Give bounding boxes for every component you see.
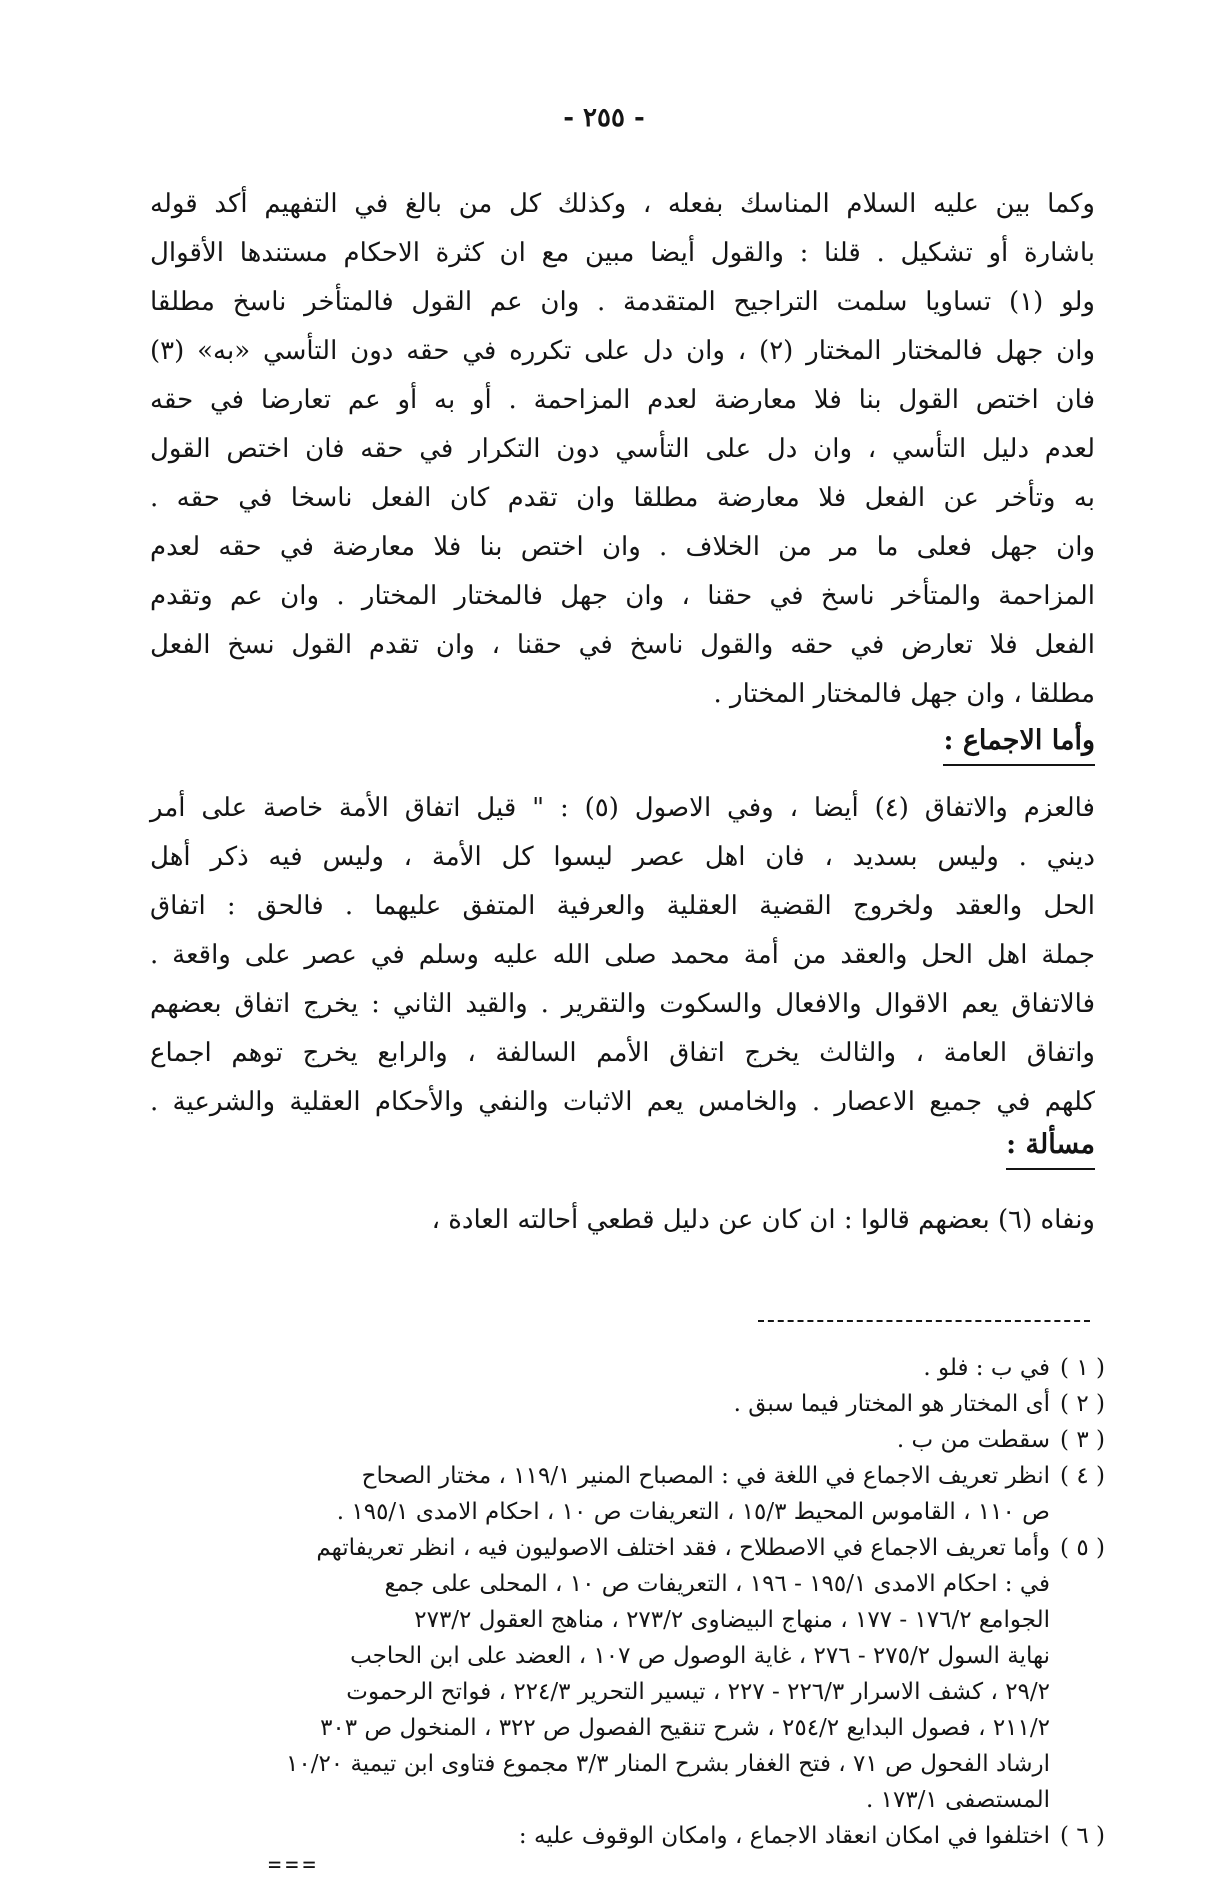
footnote-number: ( ٣ ) — [1060, 1427, 1105, 1453]
section-heading-ijma: وأما الاجماع : — [943, 721, 1095, 766]
paragraph-masala — [150, 1196, 1095, 1245]
footnote-text — [120, 1818, 1050, 1854]
footnote-line: الجوامع ١٧٦/٢ - ١٧٧ ، منهاج البيضاوى ٢٧٣/٢ ، مناهج العقول ٢٧٣/٢ — [414, 1607, 1050, 1633]
paragraph-intro — [150, 180, 1095, 719]
text-line: واتفاق العامة ، والثالث يخرج اتفاق الأمم السالفة ، والرابع يخرج توهم اجماع — [150, 1038, 1095, 1068]
footnote-number: ( ٥ ) — [1060, 1535, 1105, 1561]
footnote-number: ( ٦ ) — [1060, 1823, 1105, 1849]
text-line: فان اختص القول بنا فلا معارضة لعدم المزاحمة . أو به أو عم تعارضا في حقه — [150, 385, 1095, 415]
footnote-item — [120, 1818, 1115, 1854]
text-line: جملة اهل الحل والعقد من أمة محمد صلى الله عليه وسلم في عصر على واقعة . — [150, 940, 1095, 970]
footnote-line: ص ١١٠ ، القاموس المحيط ١٥/٣ ، التعريفات ص ١٠ ، احكام الامدى ١٩٥/١ . — [336, 1499, 1050, 1525]
page-number: - ٢٥٥ - — [563, 103, 645, 133]
footnote-text — [120, 1386, 1050, 1422]
section-heading-masala: مسألة : — [1006, 1125, 1095, 1170]
footnote-line: اختلفوا في امكان انعقاد الاجماع ، وامكان الوقوف عليه : — [518, 1823, 1050, 1849]
footnote-separator — [758, 1320, 1090, 1322]
text-line: الحل والعقد ولخروج القضية العقلية والعرفية المتفق عليهما . فالحق : اتفاق — [150, 891, 1095, 921]
section-heading-ijma-wrap — [150, 721, 1095, 766]
footnotes — [120, 1350, 1115, 1854]
text-line: ولو (١) تساويا سلمت التراجيح المتقدمة . وان عم القول فالمتأخر ناسخ مطلقا — [150, 287, 1095, 317]
footnote-number: ( ١ ) — [1060, 1355, 1105, 1381]
footnote-text — [120, 1458, 1050, 1530]
text-line: لعدم دليل التأسي ، وان دل على التأسي دون التكرار في حقه فان اختص القول — [150, 434, 1095, 464]
footnote-line: ٢١١/٢ ، فصول البدايع ٢٥٤/٢ ، شرح تنقيح الفصول ص ٣٢٢ ، المنخول ص ٣٠٣ — [320, 1715, 1050, 1741]
footnote-line: في ب : فلو . — [923, 1355, 1050, 1381]
footnote-line: وأما تعريف الاجماع في الاصطلاح ، فقد اختلف الاصوليون فيه ، انظر تعريفاتهم — [316, 1535, 1050, 1561]
footnote-text — [120, 1530, 1050, 1818]
text-line: الفعل فلا تعارض في حقه والقول ناسخ في حقنا ، وان تقدم القول نسخ الفعل — [150, 630, 1095, 660]
footnote-item — [120, 1386, 1115, 1422]
text-line: وان جهل فعلى ما مر من الخلاف . وان اختص بنا فلا معارضة في حقه لعدم — [150, 532, 1095, 562]
footnote-line: أى المختار هو المختار فيما سبق . — [733, 1391, 1050, 1417]
text-line: مطلقا ، وان جهل فالمختار المختار . — [713, 679, 1095, 709]
footnote-item — [120, 1530, 1115, 1818]
footnote-line: سقطت من ب . — [896, 1427, 1050, 1453]
footnote-item — [120, 1350, 1115, 1386]
text-line: المزاحمة والمتأخر ناسخ في حقنا ، وان جهل فالمختار المختار . وان عم وتقدم — [150, 581, 1095, 611]
section-heading-masala-wrap — [150, 1125, 1095, 1170]
footnote-line: انظر تعريف الاجماع في اللغة في : المصباح المنير ١١٩/١ ، مختار الصحاح — [361, 1463, 1050, 1489]
footnote-number: ( ٢ ) — [1060, 1391, 1105, 1417]
paragraph-ijma — [150, 784, 1095, 1127]
end-mark: === — [268, 1853, 320, 1878]
footnote-item — [120, 1422, 1115, 1458]
text-line: به وتأخر عن الفعل فلا معارضة مطلقا وان تقدم كان الفعل ناسخا في حقه . — [150, 483, 1095, 513]
footnote-line: نهاية السول ٢٧٥/٢ - ٢٧٦ ، غاية الوصول ص ١٠٧ ، العضد على ابن الحاجب — [350, 1643, 1050, 1669]
text-line: كلهم في جميع الاعصار . والخامس يعم الاثبات والنفي والأحكام العقلية والشرعية . — [150, 1087, 1095, 1117]
text-line: ونفاه (٦) بعضهم قالوا : ان كان عن دليل قطعي أحالته العادة ، — [431, 1205, 1095, 1235]
text-line: فالعزم والاتفاق (٤) أيضا ، وفي الاصول (٥) : " قيل اتفاق الأمة خاصة على أمر — [150, 793, 1095, 823]
text-line: وان جهل فالمختار المختار (٢) ، وان دل على تكرره في حقه دون التأسي «به» (٣) — [150, 336, 1096, 366]
footnote-line: المستصفى ١٧٣/١ . — [865, 1787, 1050, 1813]
text-line: وكما بين عليه السلام المناسك بفعله ، وكذلك كل من بالغ في التفهيم أكد قوله — [150, 189, 1095, 219]
footnote-text — [120, 1422, 1050, 1458]
text-line: ديني . وليس بسديد ، فان اهل عصر ليسوا كل الأمة ، وليس فيه ذكر أهل — [150, 842, 1095, 872]
main-text — [150, 180, 1095, 1245]
footnote-text — [120, 1350, 1050, 1386]
footnote-number: ( ٤ ) — [1060, 1463, 1105, 1489]
text-line: باشارة أو تشكيل . قلنا : والقول أيضا مبين مع ان كثرة الاحكام مستندها الأقوال — [150, 238, 1095, 268]
text-line: فالاتفاق يعم الاقوال والافعال والسكوت والتقرير . والقيد الثاني : يخرج اتفاق بعضهم — [150, 989, 1095, 1019]
footnote-line: ارشاد الفحول ص ٧١ ، فتح الغفار بشرح المنار ٣/٣ مجموع فتاوى ابن تيمية ١٠/٢٠ — [285, 1751, 1050, 1777]
footnote-line: ٢٩/٢ ، كشف الاسرار ٢٢٦/٣ - ٢٢٧ ، تيسير التحرير ٢٢٤/٣ ، فواتح الرحموت — [346, 1679, 1050, 1705]
footnote-item — [120, 1458, 1115, 1530]
footnote-line: في : احكام الامدى ١٩٥/١ - ١٩٦ ، التعريفات ص ١٠ ، المحلى على جمع — [384, 1571, 1050, 1597]
